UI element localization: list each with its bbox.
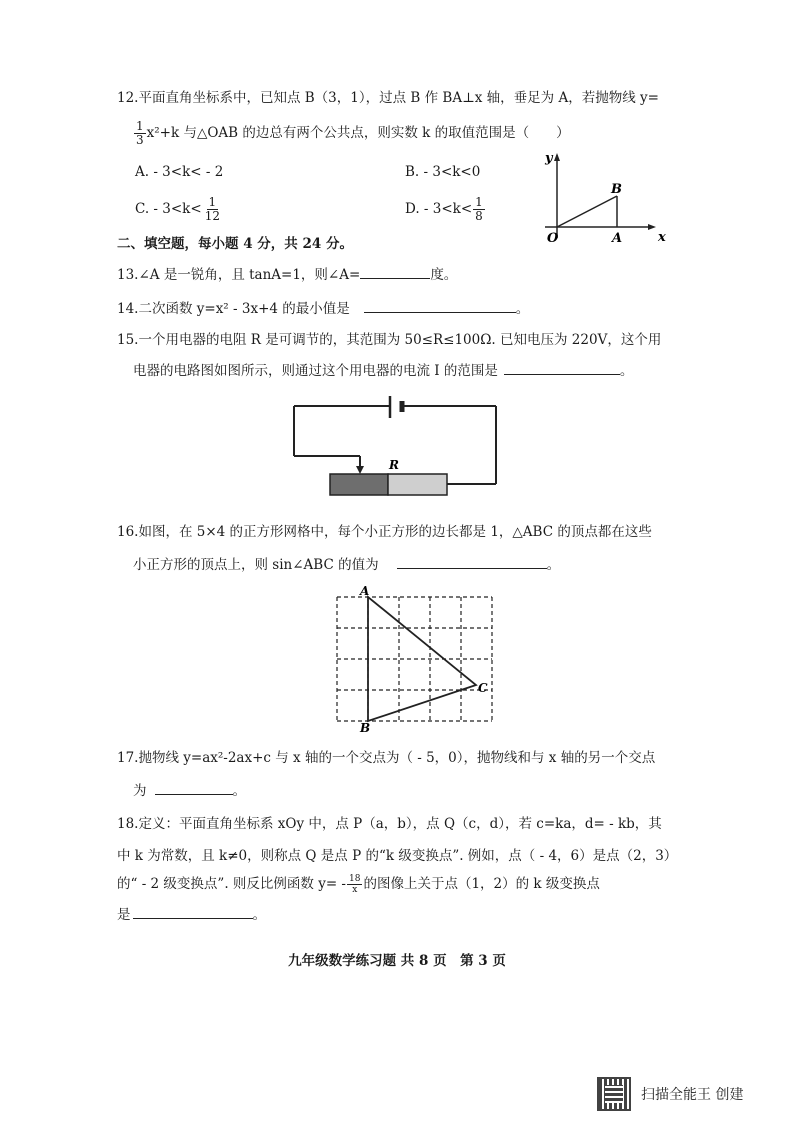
label-a: A [612, 231, 623, 246]
q12-option-d-den: 8 [475, 209, 483, 223]
q12-fraction [134, 120, 146, 147]
q12-line2-text: x²+k 与△OAB 的边总有两个公共点，则实数 k 的取值范围是（ ） [146, 125, 570, 141]
resistor-used-part [330, 474, 388, 495]
q13-text: 13.∠A 是一锐角，且 tanA=1，则∠A= [117, 267, 361, 283]
q12-line1: 12.平面直角坐标系中，已知点 B（3，1），过点 B 作 BA⊥x 轴，垂足为 A，若抛物线 y= [117, 90, 659, 106]
resistor-label: R [389, 458, 399, 472]
q15-line1: 15.一个用电器的电阻 R 是可调节的，其范围为 50≤R≤100Ω. 已知电压为 220V，这个用 [117, 332, 662, 348]
label-x: x [658, 230, 666, 245]
q16-line2 [133, 554, 560, 575]
q18-line2: 中 k 为常数，且 k≠0，则称点 Q 是点 P 的“k 级变换点”. 例如，点（ - 4，6）是点（2，3） [117, 848, 678, 864]
q12-option-a: A. - 3<k< - 2 [135, 164, 224, 180]
scanner-watermark [597, 1077, 743, 1111]
page-footer: 九年级数学练习题 共 8 页 第 3 页 [288, 953, 506, 969]
q18-line3 [117, 874, 600, 895]
q16-text: 小正方形的顶点上，则 sin∠ABC 的值为 [133, 557, 379, 573]
q18-suffix: 。 [252, 907, 266, 923]
segment-ob [557, 196, 617, 227]
q12-option-c-num: 1 [208, 195, 217, 209]
q17-answer-blank[interactable] [155, 780, 233, 795]
q17-text: 为 [133, 783, 147, 799]
qr-code-icon [597, 1077, 631, 1111]
q15-answer-blank[interactable] [504, 360, 620, 375]
q15-suffix: 。 [619, 363, 634, 379]
q18-frac-den: x [352, 885, 358, 895]
q13-answer-blank[interactable] [360, 264, 430, 279]
q12-option-b: B. - 3<k<0 [405, 164, 481, 180]
q12-option-d [405, 196, 486, 223]
y-axis-arrow [554, 153, 560, 161]
q18-fraction [347, 874, 362, 895]
q18-line1: 18.定义：平面直角坐标系 xOy 中，点 P（a，b），点 Q（c，d），若 c=ka，d= - kb，其 [117, 816, 662, 832]
resistor-unused-part [388, 474, 447, 495]
label-a: A [360, 584, 370, 598]
section-fill-in-heading: 二、填空题，每小题 4 分，共 24 分。 [117, 236, 353, 252]
q12-frac-num: 1 [136, 119, 144, 133]
q18-frac-num: 18 [349, 874, 361, 884]
q18-line3-text: 的“ - 2 级变换点”. 则反比例函数 y= - [117, 876, 346, 892]
q18-answer-blank[interactable] [133, 904, 253, 919]
q14-suffix: 。 [515, 301, 530, 317]
q17-line1: 17.抛物线 y=ax²-2ax+c 与 x 轴的一个交点为（ - 5，0），抛物线和与 x 轴的另一个交点 [117, 750, 656, 766]
q12-option-c-text: C. - 3<k< [135, 201, 202, 217]
q15-line2 [133, 360, 633, 381]
q14-answer-blank[interactable] [364, 298, 516, 313]
q13-suffix: 度。 [430, 267, 458, 283]
grid-lines [337, 597, 492, 721]
q12-option-d-text: D. - 3<k< [405, 201, 473, 217]
q17-line2 [133, 780, 246, 801]
x-axis-arrow [648, 224, 656, 230]
q12-option-c-fraction [203, 196, 222, 223]
label-y: y [545, 151, 553, 166]
label-b: B [360, 721, 371, 732]
q18-line4-text: 是 [117, 907, 131, 923]
q12-coordinate-figure [535, 150, 670, 250]
q14 [117, 298, 529, 319]
q16-grid-figure [322, 582, 502, 732]
q15-text: 电器的电路图如图所示，则通过这个用电器的电流 I 的范围是 [133, 363, 498, 379]
q15-circuit-figure [290, 392, 510, 502]
q12-frac-den: 3 [136, 133, 144, 147]
q18-line4 [117, 904, 266, 925]
q13 [117, 264, 457, 285]
q12-option-d-num: 1 [475, 195, 483, 209]
slider-arrow [356, 466, 364, 474]
q16-answer-blank[interactable] [397, 554, 547, 569]
q18-line3-rest: 的图像上关于点（1，2）的 k 级变换点 [363, 876, 600, 892]
label-o: O [547, 231, 559, 246]
label-b: B [611, 182, 622, 197]
label-c: C [478, 681, 488, 695]
q12-option-d-fraction [473, 196, 485, 223]
q12-option-c [135, 196, 223, 223]
scanner-text: 扫描全能王 创建 [641, 1087, 744, 1103]
q16-line1: 16.如图，在 5×4 的正方形网格中，每个小正方形的边长都是 1，△ABC 的顶点都在这些 [117, 524, 652, 540]
q12-option-c-den: 12 [204, 209, 220, 223]
q12-line2 [133, 120, 570, 147]
q14-text: 14.二次函数 y=x² - 3x+4 的最小值是 [117, 301, 350, 317]
q16-suffix: 。 [546, 557, 561, 573]
q17-suffix: 。 [232, 783, 246, 799]
